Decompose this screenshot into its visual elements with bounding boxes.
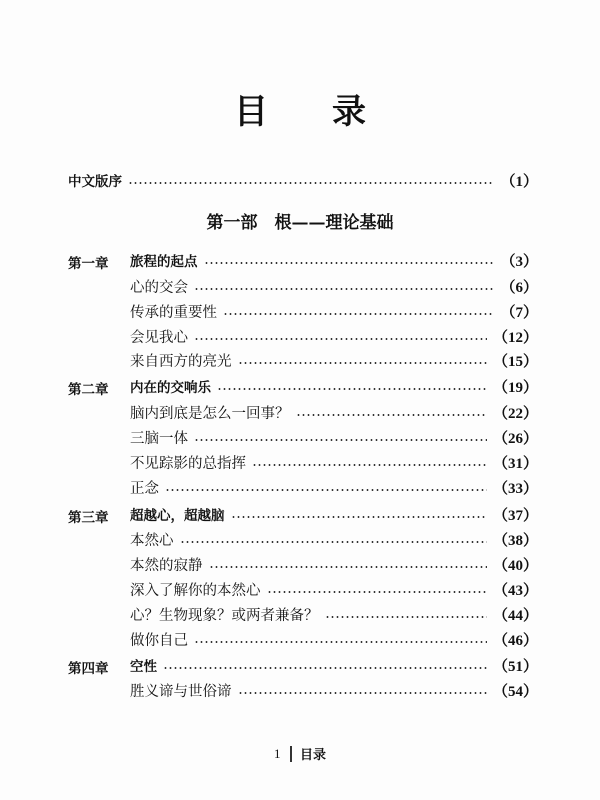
entry-label: 心？生物现象？或两者兼备？: [130, 607, 319, 624]
entry-label: 正念: [130, 480, 159, 497]
toc-entry-section[interactable]: [0, 450, 600, 474]
entry-page: （43）: [492, 582, 538, 599]
title-char-1: 目: [234, 92, 268, 132]
toc-entry-section[interactable]: [0, 678, 600, 702]
entry-label: 空性: [130, 659, 157, 675]
entry-page: （51）: [492, 658, 538, 675]
part-heading: 第一部 根——理论基础: [206, 213, 394, 233]
footer-page-number: 1: [273, 745, 281, 761]
toc-entry-section[interactable]: [0, 425, 600, 449]
entry-page: （1）: [500, 173, 538, 190]
toc-entry-section[interactable]: [0, 299, 600, 323]
toc-entry-section[interactable]: [0, 348, 600, 372]
toc-entry-chapter[interactable]: [0, 248, 600, 272]
entry-label: 不见踪影的总指挥: [130, 455, 246, 472]
title-char-2: 录: [332, 92, 366, 132]
entry-page: （40）: [492, 557, 538, 574]
leader-dots: [238, 692, 487, 694]
leader-dots: [267, 591, 487, 593]
entry-page: （46）: [492, 632, 538, 649]
leader-dots: [128, 182, 494, 184]
footer-divider: [290, 746, 292, 762]
toc-entry-chapter[interactable]: [0, 374, 600, 398]
leader-dots: [231, 516, 487, 518]
toc-entry-chapter[interactable]: [0, 502, 600, 526]
entry-label: 脑内到底是怎么一回事？: [130, 405, 290, 422]
page-footer: [0, 744, 600, 763]
leader-dots: [194, 288, 494, 290]
leader-dots: [296, 414, 487, 416]
leader-dots: [194, 338, 487, 340]
toc-entry-section[interactable]: [0, 274, 600, 298]
toc-entry-section[interactable]: [0, 627, 600, 651]
leader-dots: [204, 262, 495, 264]
entry-page: （6）: [500, 279, 538, 296]
entry-page: （7）: [500, 304, 538, 321]
leader-dots: [194, 439, 487, 441]
chapter-number: 第一章: [68, 256, 109, 272]
entry-page: （3）: [500, 253, 538, 270]
toc-entry-chapter[interactable]: [0, 653, 600, 677]
entry-page: （31）: [492, 455, 538, 472]
leader-dots: [325, 616, 487, 618]
toc-entry-section[interactable]: [0, 527, 600, 551]
leader-dots: [238, 362, 487, 364]
entry-label: 本然心: [130, 532, 174, 549]
entry-page: （33）: [492, 480, 538, 497]
entry-page: （15）: [492, 353, 538, 370]
entry-page: （54）: [492, 683, 538, 700]
entry-label: 内在的交响乐: [130, 380, 211, 396]
toc-entry-section[interactable]: [0, 602, 600, 626]
leader-dots: [180, 541, 487, 543]
chapter-number: 第三章: [68, 510, 109, 526]
toc-entry-section[interactable]: [0, 400, 600, 424]
chapter-number: 第四章: [68, 661, 109, 677]
entry-label: 中文版序: [68, 174, 122, 190]
entry-label: 本然的寂静: [130, 557, 203, 574]
entry-label: 胜义谛与世俗谛: [130, 683, 232, 700]
leader-dots: [252, 464, 487, 466]
leader-dots: [223, 313, 494, 315]
toc-entry-section[interactable]: [0, 475, 600, 499]
chapter-number: 第二章: [68, 382, 109, 398]
toc-entry-section[interactable]: [0, 324, 600, 348]
entry-page: （22）: [492, 405, 538, 422]
entry-label: 做你自己: [130, 632, 188, 649]
entry-page: （26）: [492, 430, 538, 447]
entry-label: 传承的重要性: [130, 304, 217, 321]
toc-entry-preface[interactable]: [0, 168, 600, 192]
entry-page: （38）: [492, 532, 538, 549]
entry-page: （19）: [492, 379, 538, 396]
entry-label: 超越心，超越脑: [130, 508, 225, 524]
entry-label: 来自西方的亮光: [130, 353, 232, 370]
footer-section-label: 目录: [299, 748, 326, 763]
entry-page: （12）: [492, 329, 538, 346]
toc-entry-section[interactable]: [0, 552, 600, 576]
entry-label: 深入了解你的本然心: [130, 582, 261, 599]
entry-page: （44）: [492, 607, 538, 624]
leader-dots: [194, 641, 487, 643]
toc-entry-section[interactable]: [0, 577, 600, 601]
entry-label: 三脑一体: [130, 430, 188, 447]
leader-dots: [209, 566, 487, 568]
entry-label: 心的交会: [130, 279, 188, 296]
entry-label: 会见我心: [130, 329, 188, 346]
leader-dots: [217, 388, 487, 390]
entry-label: 旅程的起点: [130, 254, 198, 270]
page-title: [0, 84, 600, 133]
entry-page: （37）: [492, 507, 538, 524]
leader-dots: [165, 489, 487, 491]
leader-dots: [163, 667, 487, 669]
